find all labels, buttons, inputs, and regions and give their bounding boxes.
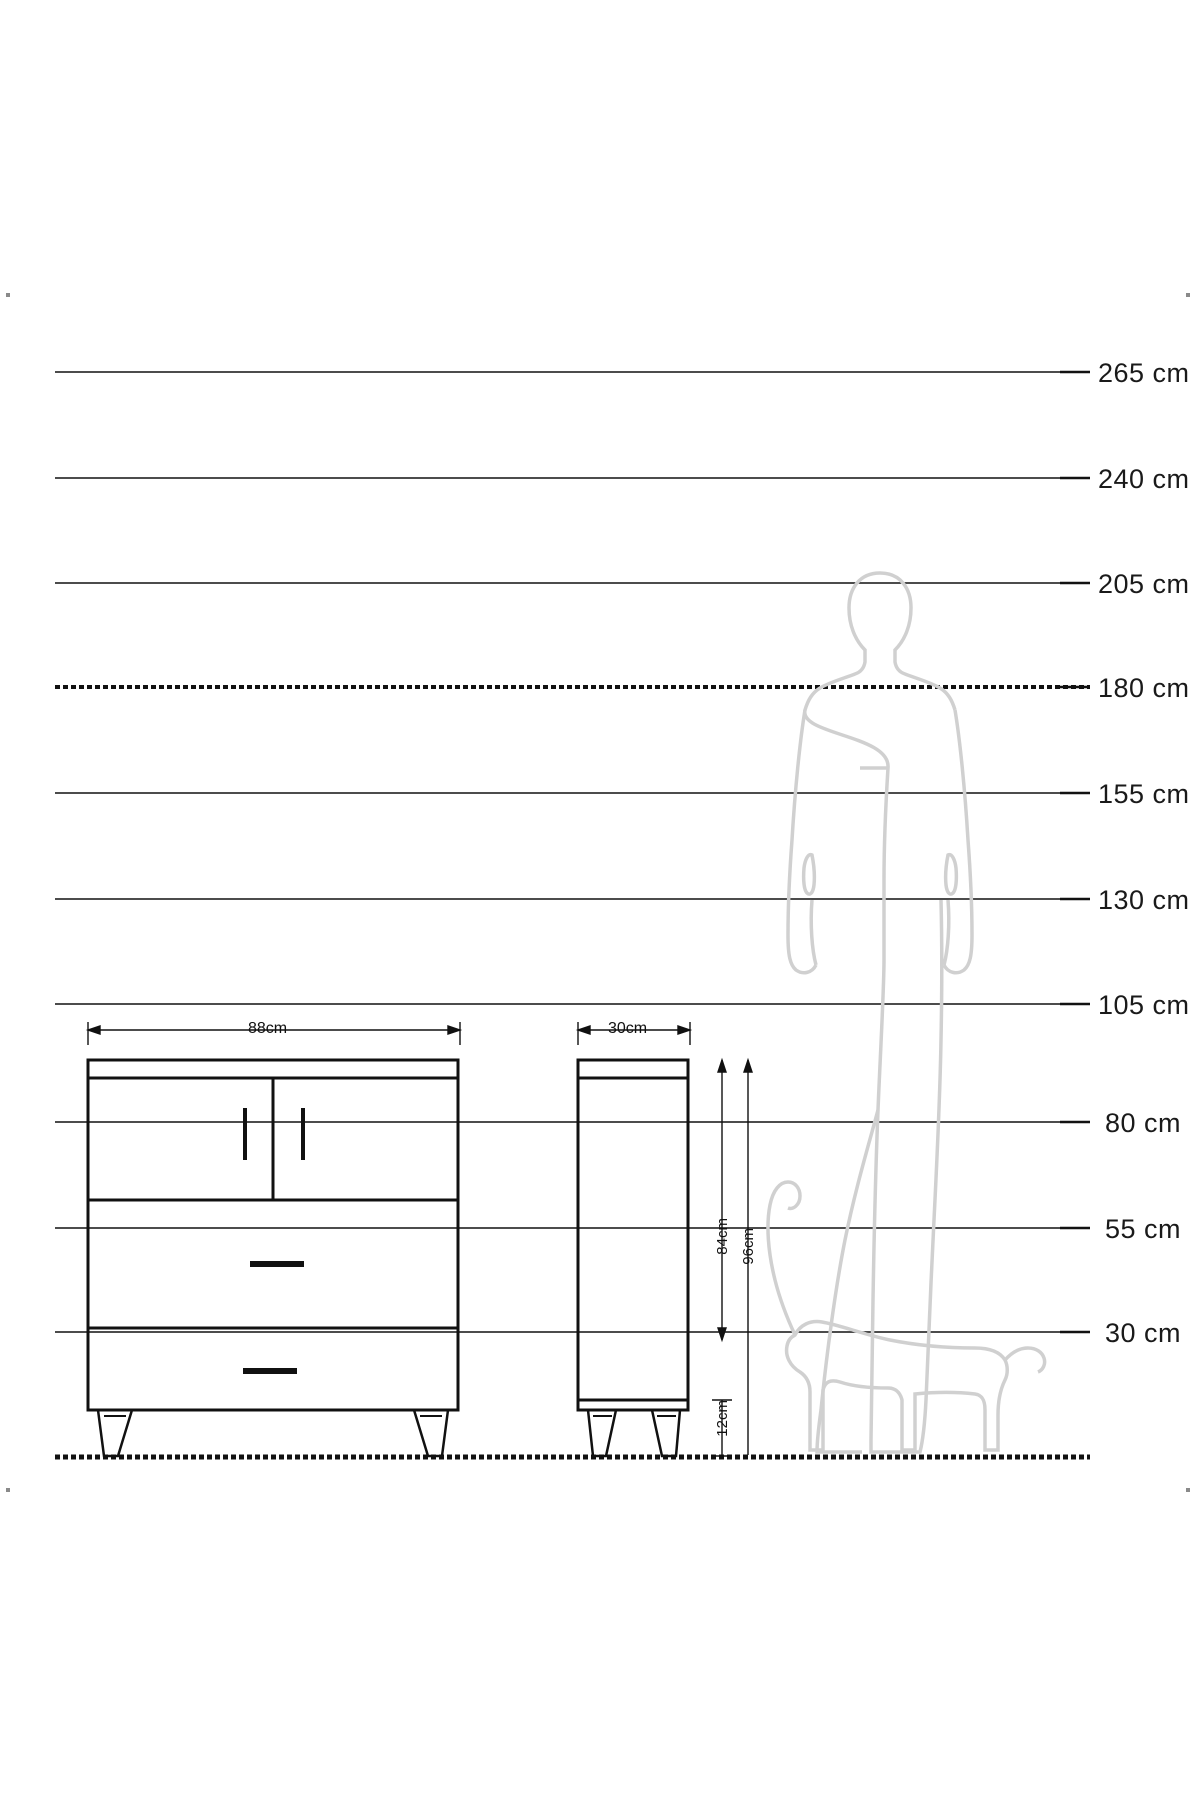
- scale-label-265: 265 cm: [1098, 358, 1190, 388]
- corner-mark-bottom-left: [6, 1488, 10, 1492]
- scale-lines: [55, 372, 1090, 1457]
- drawer-handle-lower: [243, 1368, 297, 1374]
- dimension-label-30cm: 30cm: [608, 1020, 648, 1037]
- dimension-label-96cm: 96cm: [740, 1228, 757, 1265]
- dimension-label-12cm: 12cm: [714, 1400, 731, 1437]
- scale-label-180: 180 cm: [1098, 673, 1190, 703]
- sideboard-side-view: [578, 1060, 688, 1456]
- dimension-84cm-line: [718, 1060, 726, 1340]
- corner-mark-bottom-right: [1186, 1488, 1190, 1492]
- scale-label-155: 155 cm: [1098, 779, 1190, 809]
- scale-label-240: 240 cm: [1098, 464, 1190, 494]
- cat-silhouette: [768, 1182, 1045, 1450]
- scale-label-80: 80 cm: [1105, 1108, 1182, 1138]
- scale-label-105: 105 cm: [1098, 990, 1190, 1020]
- scale-label-55: 55 cm: [1105, 1214, 1182, 1244]
- sideboard-front-view: [88, 1060, 458, 1456]
- drawer-handle-upper: [250, 1261, 304, 1267]
- dimension-label-84cm: 84cm: [714, 1218, 731, 1255]
- corner-mark-top-right: [1186, 293, 1190, 297]
- scale-label-130: 130 cm: [1098, 885, 1190, 915]
- scale-label-205: 205 cm: [1098, 569, 1190, 599]
- scale-ticks: [1060, 372, 1090, 1332]
- scale-label-30: 30 cm: [1105, 1318, 1182, 1348]
- dimension-label-88cm: 88cm: [248, 1020, 288, 1037]
- corner-mark-top-left: [6, 293, 10, 297]
- door-handle-right: [301, 1108, 305, 1160]
- door-handle-left: [243, 1108, 247, 1160]
